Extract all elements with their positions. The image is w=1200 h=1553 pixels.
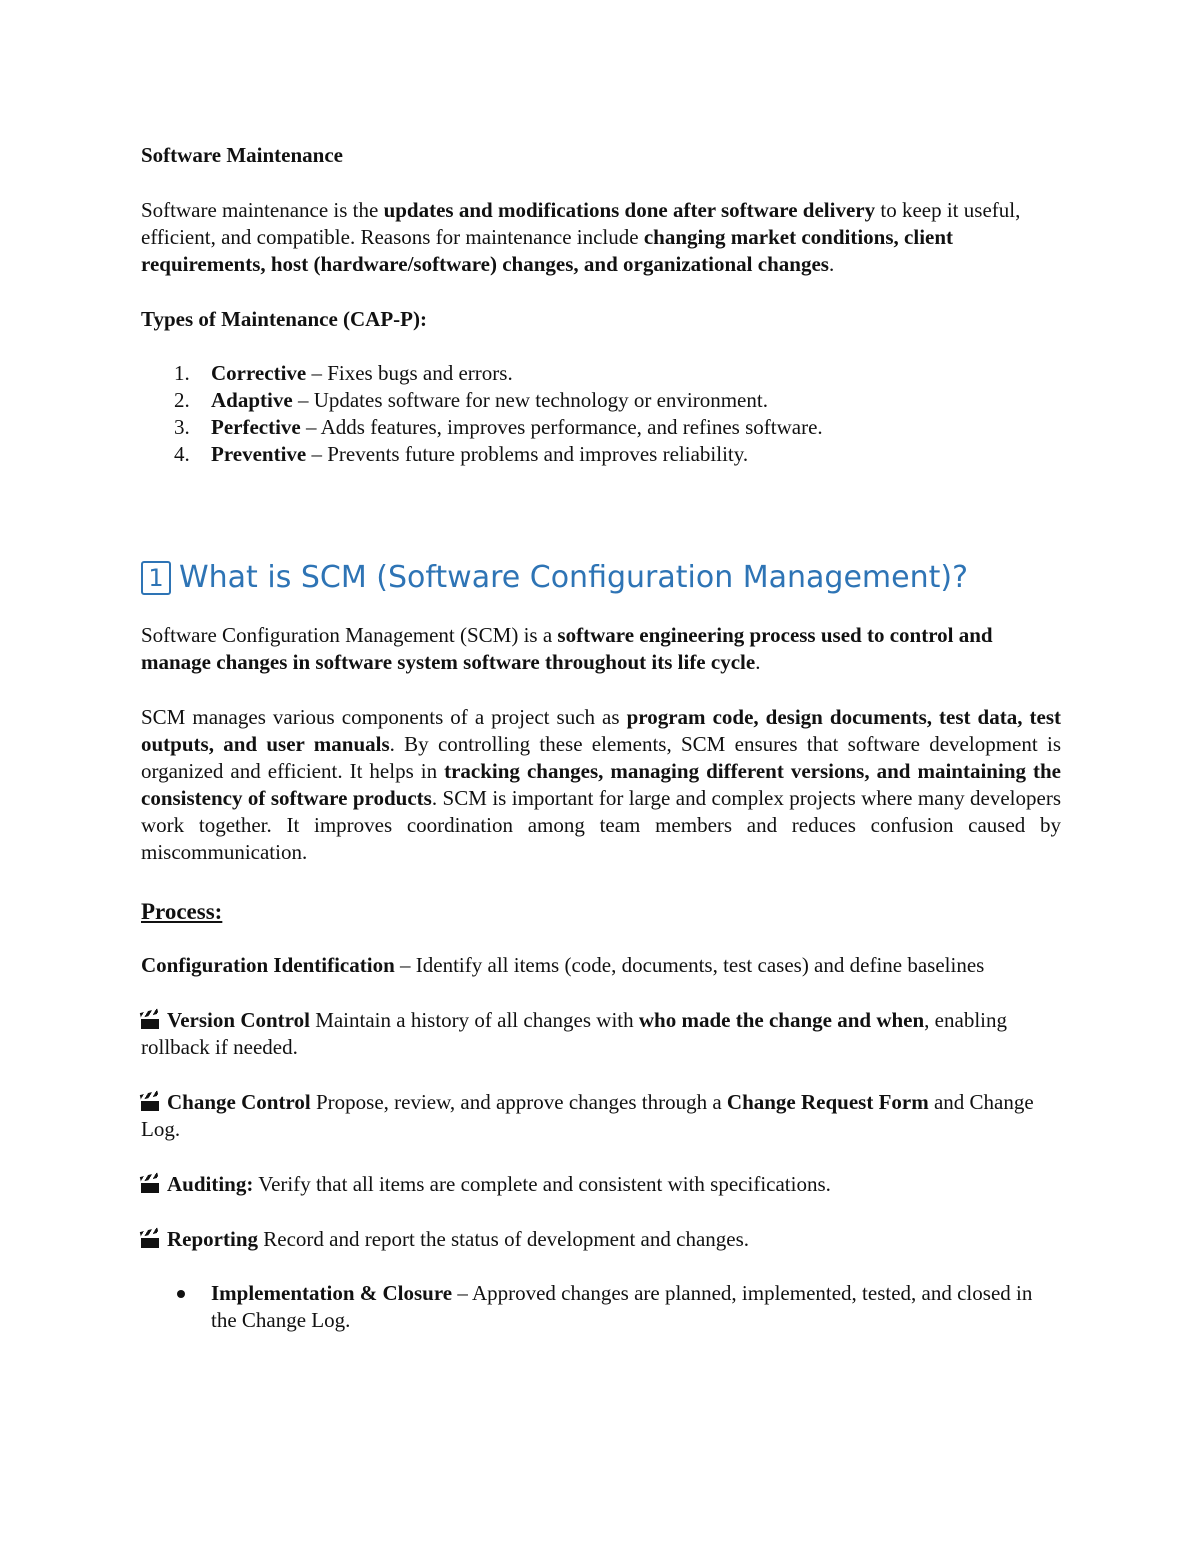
maintenance-intro: Software maintenance is the updates and modifications done after software delivery to keep it useful, efficient, and compatible. Reasons for maintenance include changing market conditions, client requirements, host (hardware/software) changes, and organizational changes. xyxy=(141,198,1021,276)
scm-description: SCM manages various components of a project such as program code, design documents, test data, test outputs, and user manuals. By controlling these elements, SCM ensures that software development is organized and efficient. It helps in tracking changes, managing different versions, and maintaining the consistency of software products. SCM is important for large and complex projects where many developers work together. It improves coordination among team members and reduces confusion caused by miscommunication. xyxy=(141,705,1061,864)
auditing: Auditing: Verify that all items are complete and consistent with specifications. xyxy=(141,1171,1061,1198)
document-body xyxy=(141,142,1061,1334)
clapper-board-icon xyxy=(141,1013,159,1029)
keycap-number-icon: 1 xyxy=(141,561,171,595)
process-heading: Process: xyxy=(141,899,223,924)
list-item: Implementation & Closure – Approved changes are planned, implemented, tested, and closed in the Change Log. xyxy=(141,1280,1061,1334)
change-control: Change Control Propose, review, and approve changes through a Change Request Form and Change Log. xyxy=(141,1090,1034,1141)
list-item: 2. Adaptive – Updates software for new technology or environment. xyxy=(174,388,768,412)
reporting: Reporting Record and report the status of development and changes. xyxy=(141,1226,1061,1253)
list-item: 3. Perfective – Adds features, improves performance, and refines software. xyxy=(174,415,823,439)
section-title: Software Maintenance xyxy=(141,143,343,167)
list-item: 4. Preventive – Prevents future problems and improves reliability. xyxy=(174,442,749,466)
clapper-board-icon xyxy=(141,1177,159,1193)
scm-heading-text: What is SCM (Software Configuration Management)? xyxy=(179,560,968,595)
maintenance-types-list xyxy=(141,360,1061,468)
list-item: 1. Corrective – Fixes bugs and errors. xyxy=(174,361,513,385)
config-identification: Configuration Identification – Identify all items (code, documents, test cases) and define baselines xyxy=(141,953,985,977)
scm-definition: Software Configuration Management (SCM) is a software engineering process used to control and manage changes in software system software throughout its life cycle. xyxy=(141,623,993,674)
closure-bullet-list xyxy=(141,1280,1061,1334)
clapper-board-icon xyxy=(141,1232,159,1248)
types-heading: Types of Maintenance (CAP-P): xyxy=(141,307,427,331)
bullet-icon xyxy=(177,1290,185,1298)
clapper-board-icon xyxy=(141,1095,159,1111)
version-control: Version Control Maintain a history of all changes with who made the change and when, enabling rollback if needed. xyxy=(141,1008,1007,1059)
scm-heading xyxy=(141,558,1061,598)
